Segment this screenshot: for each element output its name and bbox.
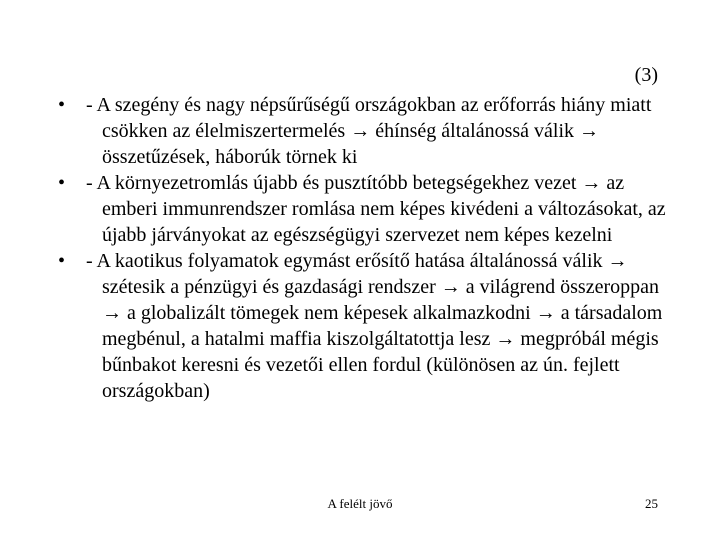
bullet-text-1: - A szegény és nagy népsűrűségű országokban az erőforrás hiány miatt csökken az élelmiszertermelés → éhínség általánossá válik → összetűzések, háborúk törnek ki [86,94,652,168]
bullet-item-1 [58,92,668,170]
bullet-list [58,92,668,404]
bullet-item-3 [58,248,668,404]
footer-page-number: 25 [645,496,658,511]
bullet-dot-icon: • [58,94,66,116]
footer-title: A felélt jövő [327,496,393,511]
bullet-item-2 [58,170,668,248]
bullet-dot-icon: • [58,250,66,272]
part-label: (3) [634,64,658,86]
bullet-text-2: - A környezetromlás újabb és pusztítóbb betegségekhez vezet → az emberi immunrendszer romlása nem képes kivédeni a változásokat, az újabb járványokat az egészségügyi szervezet nem képes kezelni [86,172,666,246]
bullet-text-3: - A kaotikus folyamatok egymást erősítő hatása általánossá válik → szétesik a pénzügyi és gazdasági rendszer → a világrend összeroppan → a globalizált tömegek nem képesek alkalmazkodni → a társadalom megbénul, a hatalmi maffia kiszolgáltatottja lesz → megpróbál mégis bűnbakot keresni és vezetői ellen fordul (különösen az ún. fejlett országokban) [86,250,663,402]
bullet-dot-icon: • [58,172,66,194]
